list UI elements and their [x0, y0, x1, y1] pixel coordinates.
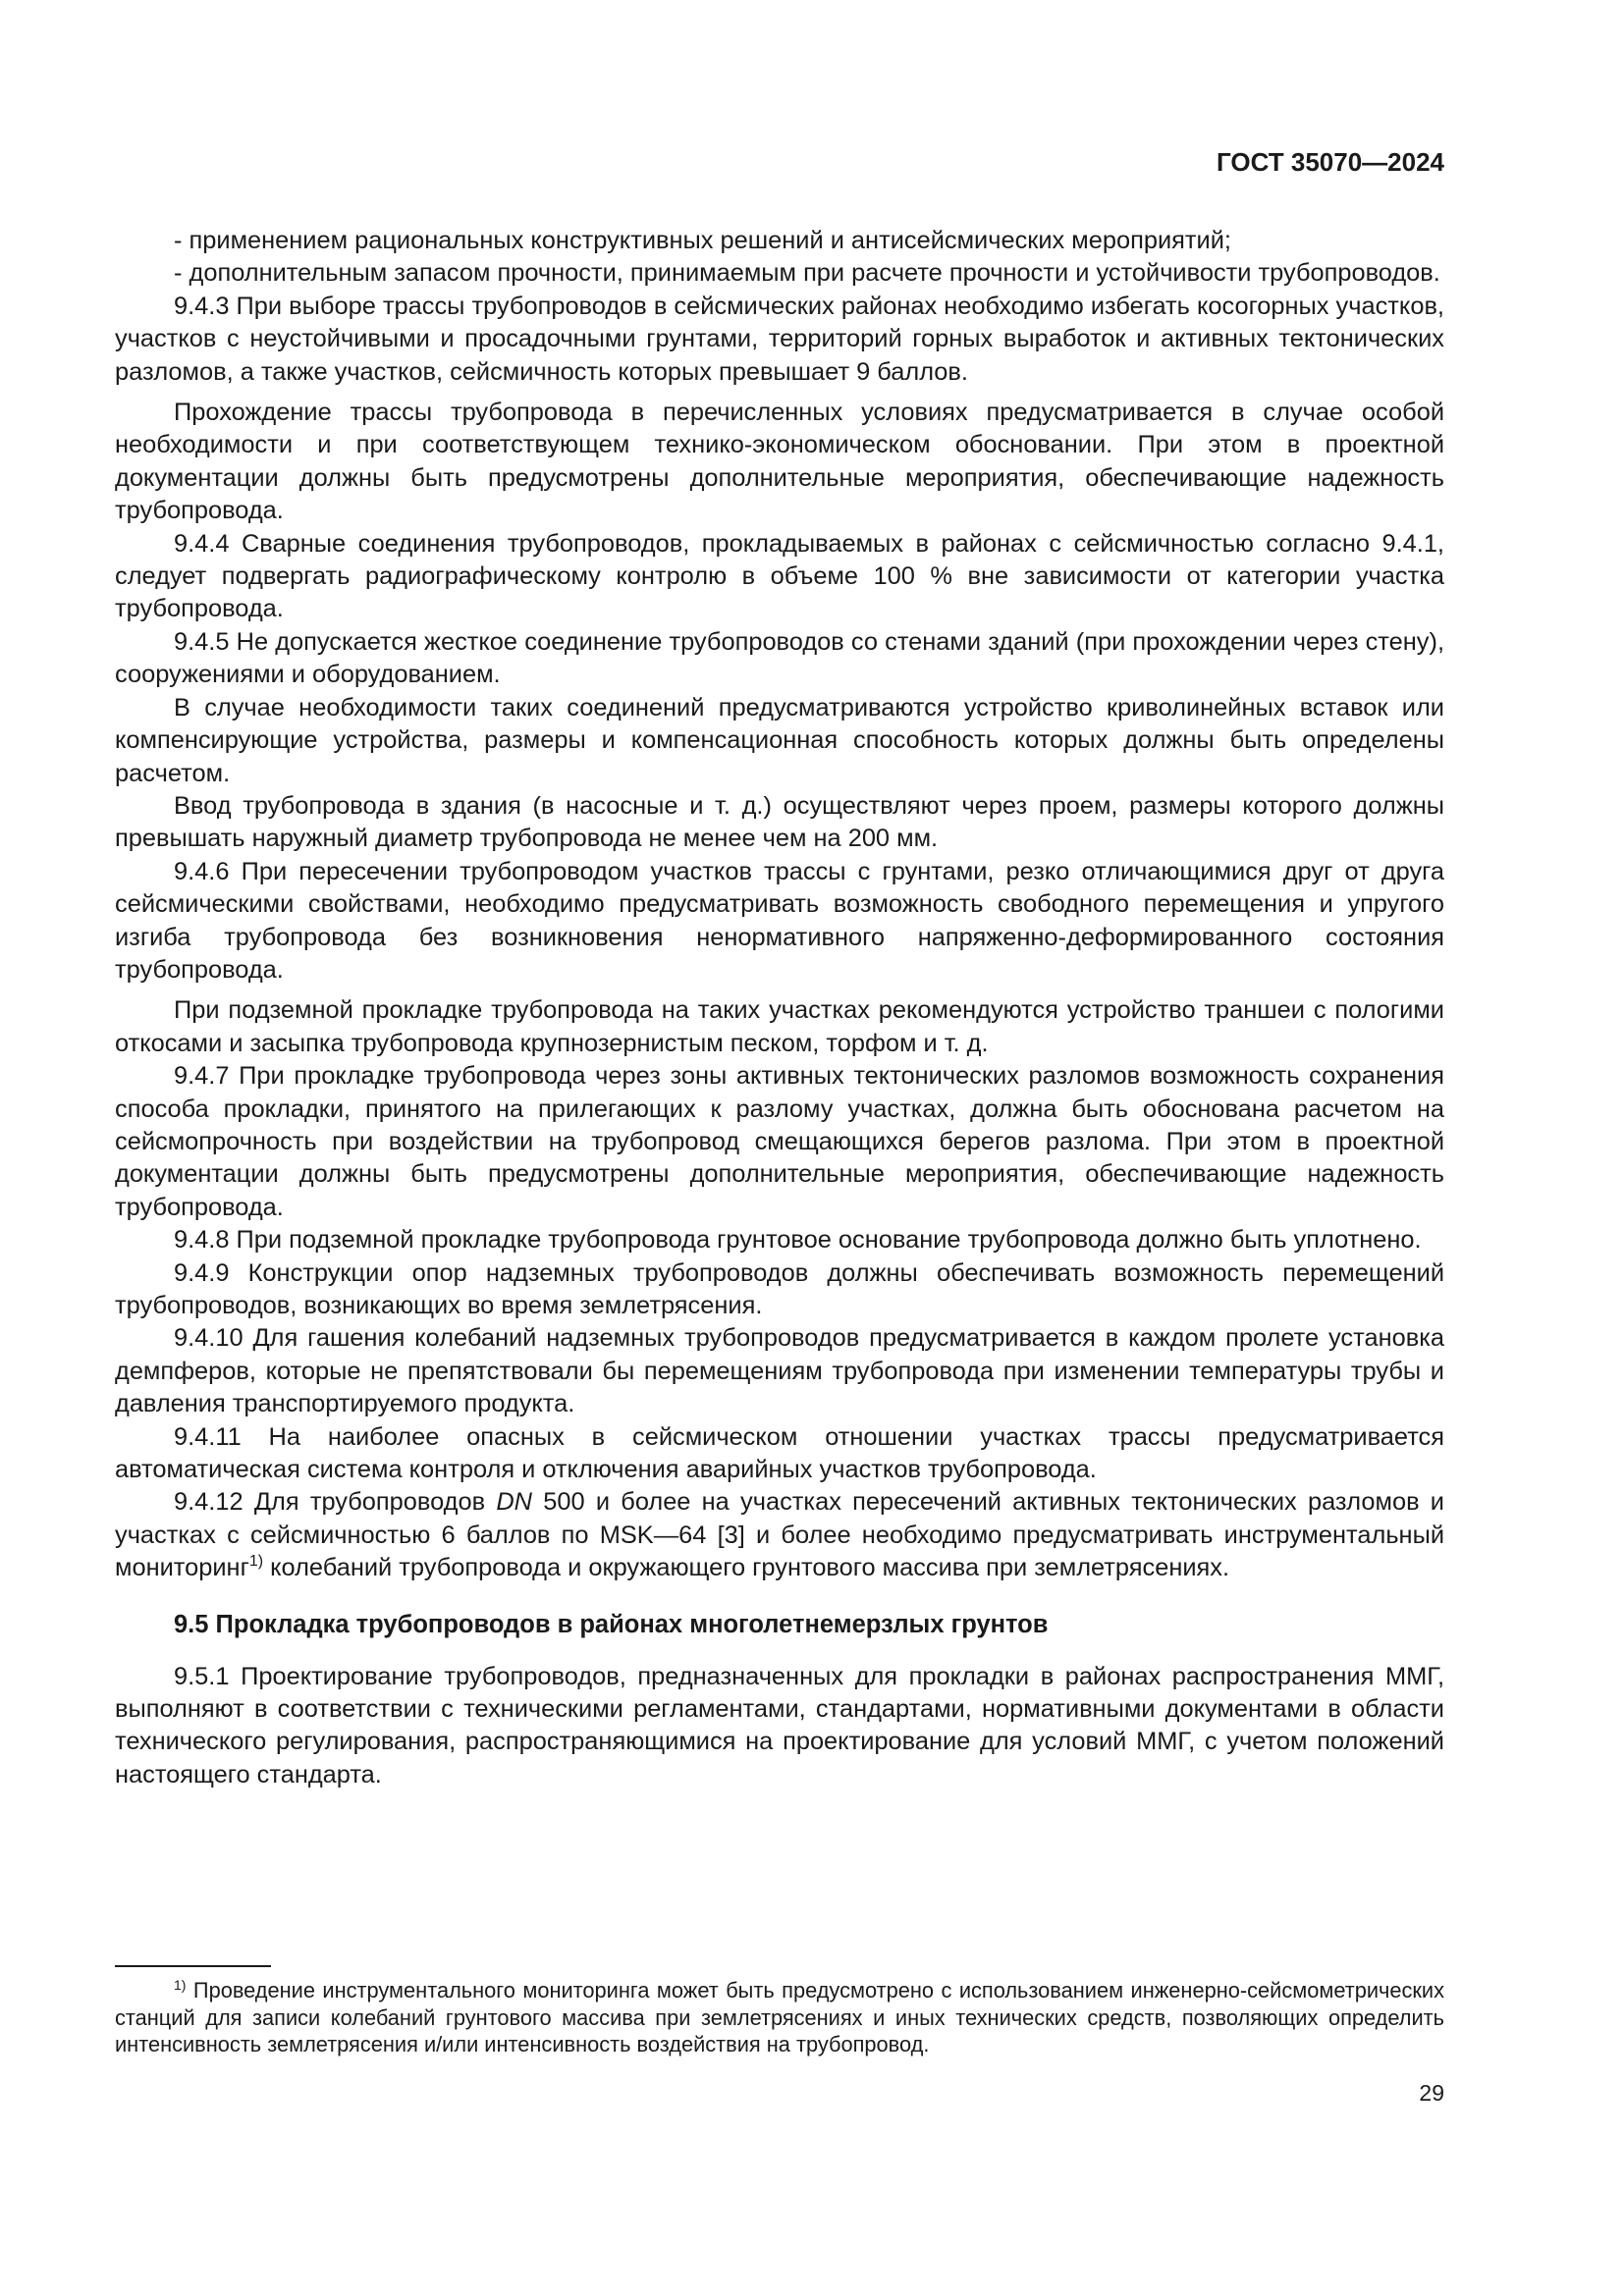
paragraph-9-4-7: 9.4.7 При прокладке трубопровода через зоны активных тектонических разломов возможность сохранения способа прокладки, принятого на прилегающих к разлому участках, должна быть обоснована расчетом на сейсмопрочность при воздействии на трубопровод смещающихся берегов разлома. При этом в проектной документации должны быть предусмотрены дополнительные мероприятия, обеспечивающие надежность трубопровода.: [115, 1062, 1444, 1221]
paragraph-9-4-3: 9.4.3 При выборе трассы трубопроводов в сейсмических районах необходимо избегать косогорных участков, участков с неустойчивыми и просадочными грунтами, территорий горных выработок и активных тектонических разломов, а также участков, сейсмичность которых превышает 9 баллов.: [115, 292, 1444, 386]
paragraph-9-4-5: 9.4.5 Не допускается жесткое соединение трубопроводов со стенами зданий (при прохождении через стену), сооружениями и оборудованием.: [115, 627, 1444, 689]
footnote-ref[interactable]: 1): [248, 1553, 264, 1571]
paragraph-bullet-2: - дополнительным запасом прочности, принимаемым при расчете прочности и устойчивости трубопроводов.: [174, 259, 1440, 288]
footnote-divider: [115, 1965, 271, 1967]
p9412-part-a: 9.4.12 Для трубопроводов: [174, 1488, 497, 1517]
footnote-mark: 1): [174, 1977, 187, 1993]
section-heading-9-5: 9.5 Прокладка трубопроводов в районах многолетнемерзлых грунтов: [174, 1610, 1049, 1638]
footnote: [115, 1977, 1444, 2058]
p9412-part-c: колебаний трубопровода и окружающего грунтового массива при землетрясениях.: [263, 1554, 1230, 1582]
paragraph-9-5-1: 9.5.1 Проектирование трубопроводов, предназначенных для прокладки в районах распространения ММГ, выполняют в соответствии с техническими регламентами, стандартами, нормативными документами в области технического регулирования, распространяющимися на проектирование для условий ММГ, с учетом положений настоящего стандарта.: [115, 1662, 1444, 1789]
standard-header: ГОСТ 35070—2024: [1217, 147, 1444, 177]
page-number: 29: [1419, 2080, 1444, 2106]
paragraph-9-4-6: 9.4.6 При пересечении трубопроводом участков трассы с грунтами, резко отличающимися друг от друга сейсмическими свойствами, необходимо предусматривать возможность свободного перемещения и упругого изгиба трубопровода без возникновения ненормативного напряженно-деформированного состояния трубопровода.: [115, 857, 1444, 984]
paragraph-9-4-5-cont-2: Ввод трубопровода в здания (в насосные и т. д.) осуществляют через проем, размеры которого должны превышать наружный диаметр трубопровода не менее чем на 200 мм.: [115, 791, 1444, 853]
paragraph-9-4-9: 9.4.9 Конструкции опор надземных трубопроводов должны обеспечивать возможность перемещений трубопроводов, возникающих во время землетрясения.: [115, 1258, 1444, 1319]
p9412-part-b: 500 и более на участках пересечений активных тектонических разломов и участках с сейсмичностью 6 баллов по MSK—64 [3] и более необходимо предусматривать инструментальный мониторинг: [115, 1488, 1444, 1582]
paragraph-9-4-11: 9.4.11 На наиболее опасных в сейсмическом отношении участках трассы предусматривается автоматическая система контроля и отключения аварийных участков трубопровода.: [115, 1422, 1444, 1484]
paragraph-9-4-12: [115, 1486, 1444, 1584]
paragraph-9-4-10: 9.4.10 Для гашения колебаний надземных трубопроводов предусматривается в каждом пролете установка демпферов, которые не препятствовали бы перемещениям трубопровода при изменении температуры трубы и давления транспортируемого продукта.: [115, 1324, 1444, 1418]
paragraph-9-4-3-cont: Прохождение трассы трубопровода в перечисленных условиях предусматривается в случае особой необходимости и при соответствующем технико-экономическом обосновании. При этом в проектной документации должны быть предусмотрены дополнительные мероприятия, обеспечивающие надежность трубопровода.: [115, 399, 1444, 525]
paragraph-9-4-8: 9.4.8 При подземной прокладке трубопровода грунтовое основание трубопровода должно быть уплотнено.: [174, 1226, 1422, 1255]
paragraph-9-4-5-cont: В случае необходимости таких соединений предусматриваются устройство криволинейных вставок или компенсирующие устройства, размеры и компенсационная способность которых должны быть определены расчетом.: [115, 693, 1444, 787]
paragraph-bullet-1: - применением рациональных конструктивных решений и антисейсмических мероприятий;: [174, 227, 1231, 254]
paragraph-9-4-6-cont: При подземной прокладке трубопровода на таких участках рекомендуются устройство траншеи с пологими откосами и засыпка трубопровода крупнозернистым песком, торфом и т. д.: [115, 996, 1444, 1057]
body-text: [115, 225, 1444, 1791]
dn-italic: DN: [496, 1488, 533, 1517]
footnote-text: Проведение инструментального мониторинга может быть предусмотрено с использованием инженерно-сейсмометрических станций для записи колебаний грунтового массива при землетрясениях и иных технических средств, позволяющих определить интенсивность землетрясения и/или интенсивность воздействия на трубопровод.: [115, 1978, 1444, 2057]
paragraph-9-4-4: 9.4.4 Сварные соединения трубопроводов, прокладываемых в районах с сейсмичностью согласно 9.4.1, следует подвергать радиографическому контролю в объеме 100 % вне зависимости от категории участка трубопровода.: [115, 529, 1444, 623]
